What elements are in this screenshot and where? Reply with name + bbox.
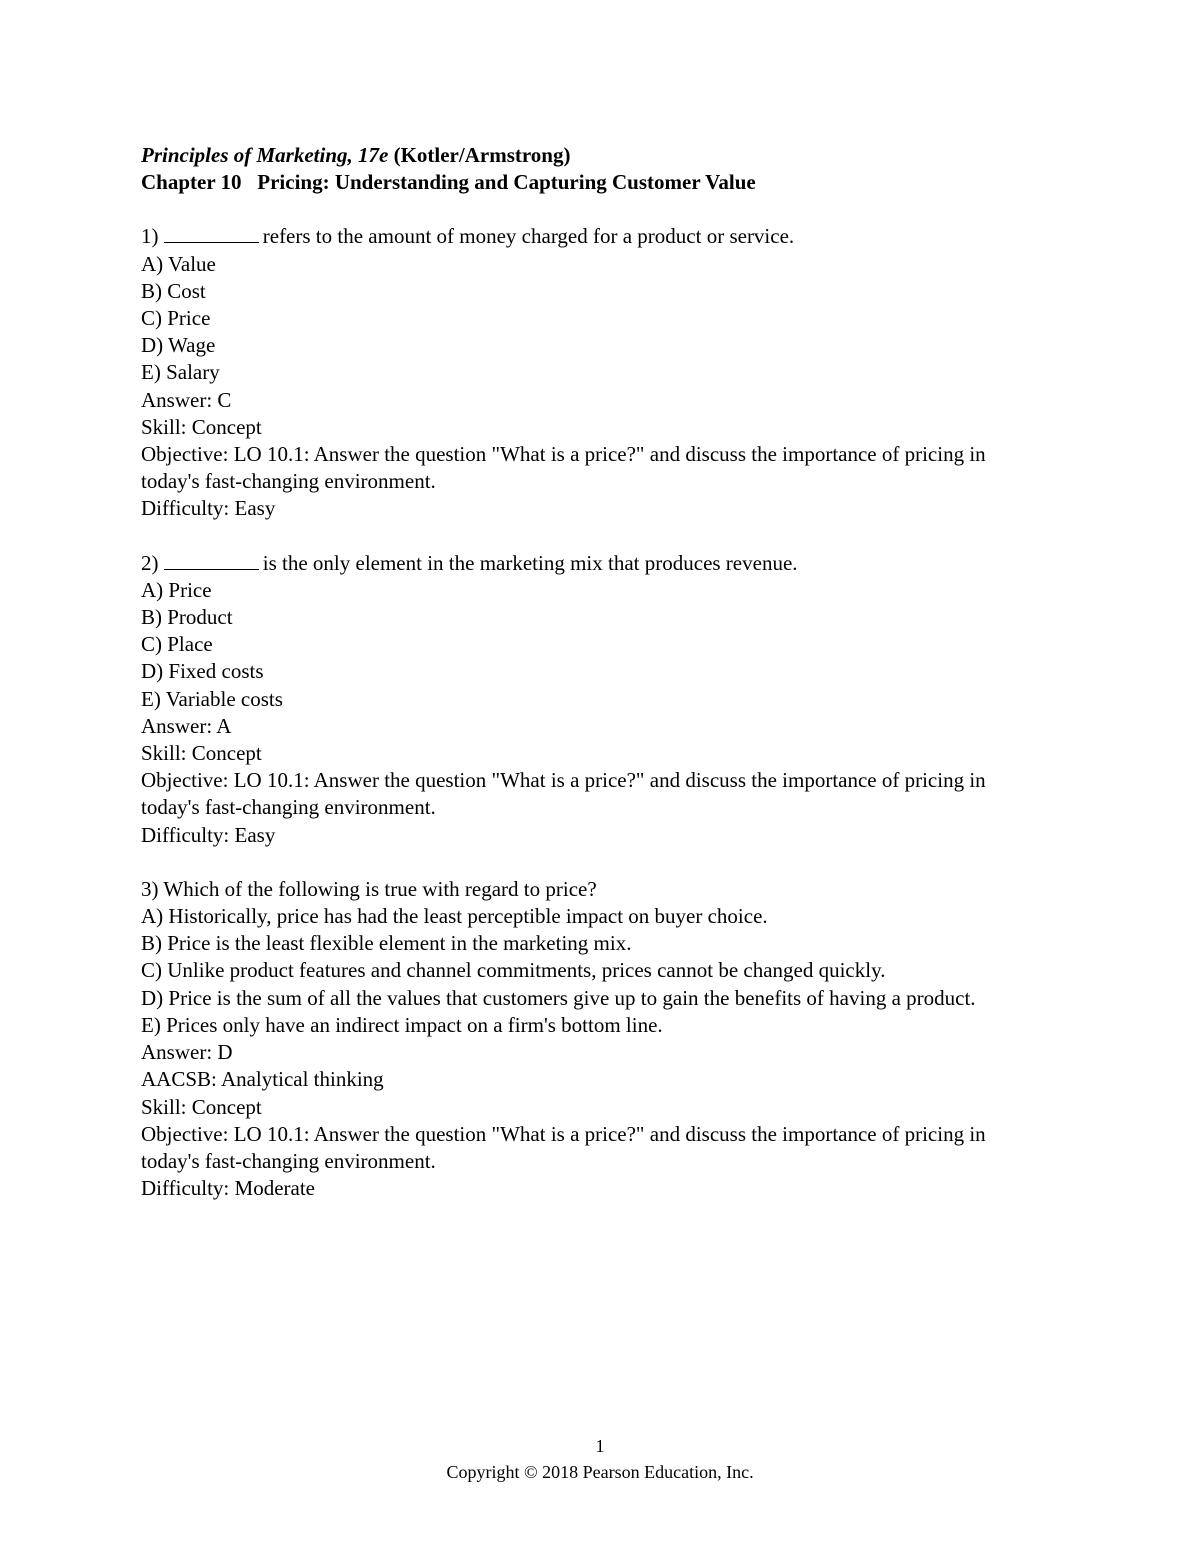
question-2: [141, 550, 1041, 849]
question-1: [141, 223, 1041, 522]
option-e: E) Prices only have an indirect impact on a firm's bottom line.: [141, 1012, 663, 1037]
option-b: B) Product: [141, 605, 233, 630]
skill: Skill: Concept: [141, 741, 262, 766]
skill: Skill: Concept: [141, 1094, 262, 1119]
question-text: refers to the amount of money charged for a product or service.: [262, 224, 795, 249]
option-b: B) Cost: [141, 278, 206, 303]
question-text: Which of the following is true with regard to price?: [163, 876, 597, 901]
question-stem: [141, 223, 1041, 250]
option-d: D) Wage: [141, 333, 216, 358]
option-e: E) Salary: [141, 360, 220, 385]
option-c: C) Unlike product features and channel commitments, prices cannot be changed quickly.: [141, 958, 886, 983]
document-page: [141, 142, 1041, 1229]
fill-in-blank: [164, 553, 259, 570]
question-number: 3): [141, 876, 159, 901]
question-number: 2): [141, 550, 159, 575]
question-3: [141, 876, 1041, 1202]
page-number: 1: [595, 1436, 605, 1456]
option-d: D) Fixed costs: [141, 659, 264, 684]
option-c: C) Price: [141, 306, 211, 331]
option-a: A) Price: [141, 577, 212, 602]
answer: Answer: D: [141, 1040, 233, 1065]
option-b: B) Price is the least flexible element in the marketing mix.: [141, 931, 632, 956]
spacer: [141, 196, 1041, 223]
chapter-number: Chapter 10: [141, 170, 242, 195]
answer: Answer: C: [141, 387, 232, 412]
book-title-line: [141, 142, 1041, 169]
chapter-title: Pricing: Understanding and Capturing Customer Value: [257, 170, 756, 195]
option-a: A) Value: [141, 251, 216, 276]
objective: Objective: LO 10.1: Answer the question "What is a price?" and discuss the importance of pricing in today's fast-changing environment.: [141, 1121, 986, 1173]
option-d: D) Price is the sum of all the values that customers give up to gain the benefits of having a product.: [141, 985, 976, 1010]
question-text: is the only element in the marketing mix that produces revenue.: [262, 550, 798, 575]
copyright-notice: Copyright © 2018 Pearson Education, Inc.: [446, 1462, 754, 1482]
fill-in-blank: [164, 226, 259, 243]
option-e: E) Variable costs: [141, 686, 283, 711]
skill: Skill: Concept: [141, 414, 262, 439]
aacsb: AACSB: Analytical thinking: [141, 1067, 384, 1092]
difficulty: Difficulty: Easy: [141, 822, 276, 847]
objective: Objective: LO 10.1: Answer the question "What is a price?" and discuss the importance of pricing in today's fast-changing environment.: [141, 768, 986, 820]
book-authors: (Kotler/Armstrong): [393, 143, 571, 167]
question-stem: [141, 550, 1041, 577]
question-number: 1): [141, 224, 159, 249]
chapter-title-line: [141, 169, 1041, 196]
difficulty: Difficulty: Moderate: [141, 1176, 315, 1201]
option-a: A) Historically, price has had the least perceptible impact on buyer choice.: [141, 904, 768, 929]
question-stem: [141, 876, 1041, 903]
objective: Objective: LO 10.1: Answer the question "What is a price?" and discuss the importance of pricing in today's fast-changing environment.: [141, 442, 986, 494]
difficulty: Difficulty: Easy: [141, 496, 276, 521]
answer: Answer: A: [141, 713, 232, 738]
option-c: C) Place: [141, 632, 213, 657]
book-title: Principles of Marketing, 17e: [141, 143, 389, 167]
